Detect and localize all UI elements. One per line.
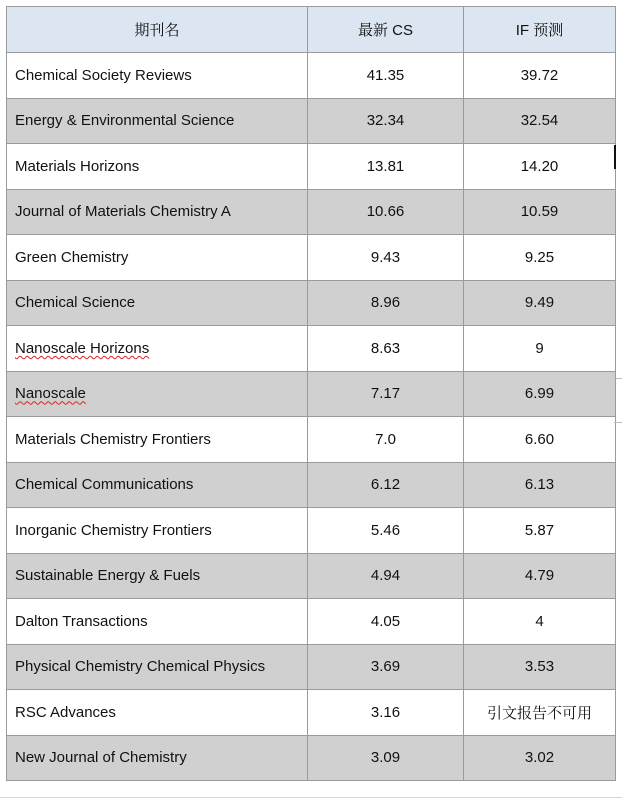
if-cell: 9.25 <box>464 235 616 281</box>
journal-name: Green Chemistry <box>15 248 129 266</box>
table-row <box>7 644 616 690</box>
table-row <box>7 553 616 599</box>
divider <box>614 378 622 379</box>
cs-cell: 13.81 <box>308 144 464 190</box>
table-row <box>7 735 616 781</box>
cs-cell: 32.34 <box>308 98 464 144</box>
journal-name-cell <box>7 144 308 190</box>
journal-name-cell <box>7 508 308 554</box>
cs-cell: 4.94 <box>308 553 464 599</box>
cursor-mark <box>614 145 616 169</box>
cs-cell: 8.63 <box>308 326 464 372</box>
table-row <box>7 98 616 144</box>
if-cell: 6.99 <box>464 371 616 417</box>
if-cell: 39.72 <box>464 53 616 99</box>
table-row <box>7 599 616 645</box>
journal-name: Inorganic Chemistry Frontiers <box>15 521 212 539</box>
table-row <box>7 690 616 736</box>
journal-name: Dalton Transactions <box>15 612 148 630</box>
header-journal-name: 期刊名 <box>7 7 308 53</box>
journal-name: Chemical Science <box>15 294 136 312</box>
journal-name: Sustainable Energy & Fuels <box>15 567 201 585</box>
if-cell: 9 <box>464 326 616 372</box>
journal-name: Chemical Communications <box>15 476 194 494</box>
header-if-prediction: IF 预测 <box>464 7 616 53</box>
if-cell: 3.02 <box>464 735 616 781</box>
journal-name-cell <box>7 280 308 326</box>
table-row <box>7 371 616 417</box>
table-row <box>7 508 616 554</box>
cs-cell: 7.0 <box>308 417 464 463</box>
cs-cell: 4.05 <box>308 599 464 645</box>
table-body <box>7 53 616 781</box>
journal-name: Materials Chemistry Frontiers <box>15 430 211 448</box>
journal-name-cell <box>7 98 308 144</box>
journal-name: Chemical Society Reviews <box>15 66 192 84</box>
journal-table <box>6 6 616 781</box>
if-cell: 14.20 <box>464 144 616 190</box>
cs-cell: 3.16 <box>308 690 464 736</box>
journal-name-cell <box>7 644 308 690</box>
cs-cell: 3.09 <box>308 735 464 781</box>
journal-name-cell <box>7 53 308 99</box>
cs-cell: 10.66 <box>308 189 464 235</box>
cs-cell: 41.35 <box>308 53 464 99</box>
journal-name: Materials Horizons <box>15 157 140 175</box>
cs-cell: 6.12 <box>308 462 464 508</box>
if-cell: 3.53 <box>464 644 616 690</box>
journal-name-cell <box>7 235 308 281</box>
if-cell: 6.13 <box>464 462 616 508</box>
if-cell: 10.59 <box>464 189 616 235</box>
table-row <box>7 235 616 281</box>
divider <box>0 797 622 798</box>
header-latest-cs: 最新 CS <box>308 7 464 53</box>
table-row <box>7 462 616 508</box>
journal-name-cell <box>7 371 308 417</box>
journal-name-cell <box>7 326 308 372</box>
cs-cell: 9.43 <box>308 235 464 281</box>
table-row <box>7 144 616 190</box>
cs-cell: 7.17 <box>308 371 464 417</box>
journal-name-cell <box>7 735 308 781</box>
if-cell: 4 <box>464 599 616 645</box>
journal-name: Nanoscale <box>15 385 86 403</box>
if-cell: 5.87 <box>464 508 616 554</box>
if-cell: 6.60 <box>464 417 616 463</box>
table-row <box>7 189 616 235</box>
cs-cell: 5.46 <box>308 508 464 554</box>
journal-name-cell <box>7 690 308 736</box>
journal-name: Nanoscale Horizons <box>15 339 150 357</box>
divider <box>614 422 622 423</box>
journal-name-cell <box>7 553 308 599</box>
journal-name-cell <box>7 462 308 508</box>
table-row <box>7 326 616 372</box>
journal-name: RSC Advances <box>15 703 116 721</box>
if-cell: 引文报告不可用 <box>464 690 616 736</box>
table-row <box>7 53 616 99</box>
header-row <box>7 7 616 53</box>
journal-name-cell <box>7 189 308 235</box>
if-cell: 9.49 <box>464 280 616 326</box>
journal-name: Energy & Environmental Science <box>15 112 235 130</box>
journal-name: Physical Chemistry Chemical Physics <box>15 658 266 676</box>
if-cell: 4.79 <box>464 553 616 599</box>
journal-name: New Journal of Chemistry <box>15 749 187 767</box>
journal-name-cell <box>7 417 308 463</box>
journal-name-cell <box>7 599 308 645</box>
if-cell: 32.54 <box>464 98 616 144</box>
table-row <box>7 280 616 326</box>
journal-name: Journal of Materials Chemistry A <box>15 203 231 221</box>
cs-cell: 3.69 <box>308 644 464 690</box>
table-row <box>7 417 616 463</box>
cs-cell: 8.96 <box>308 280 464 326</box>
